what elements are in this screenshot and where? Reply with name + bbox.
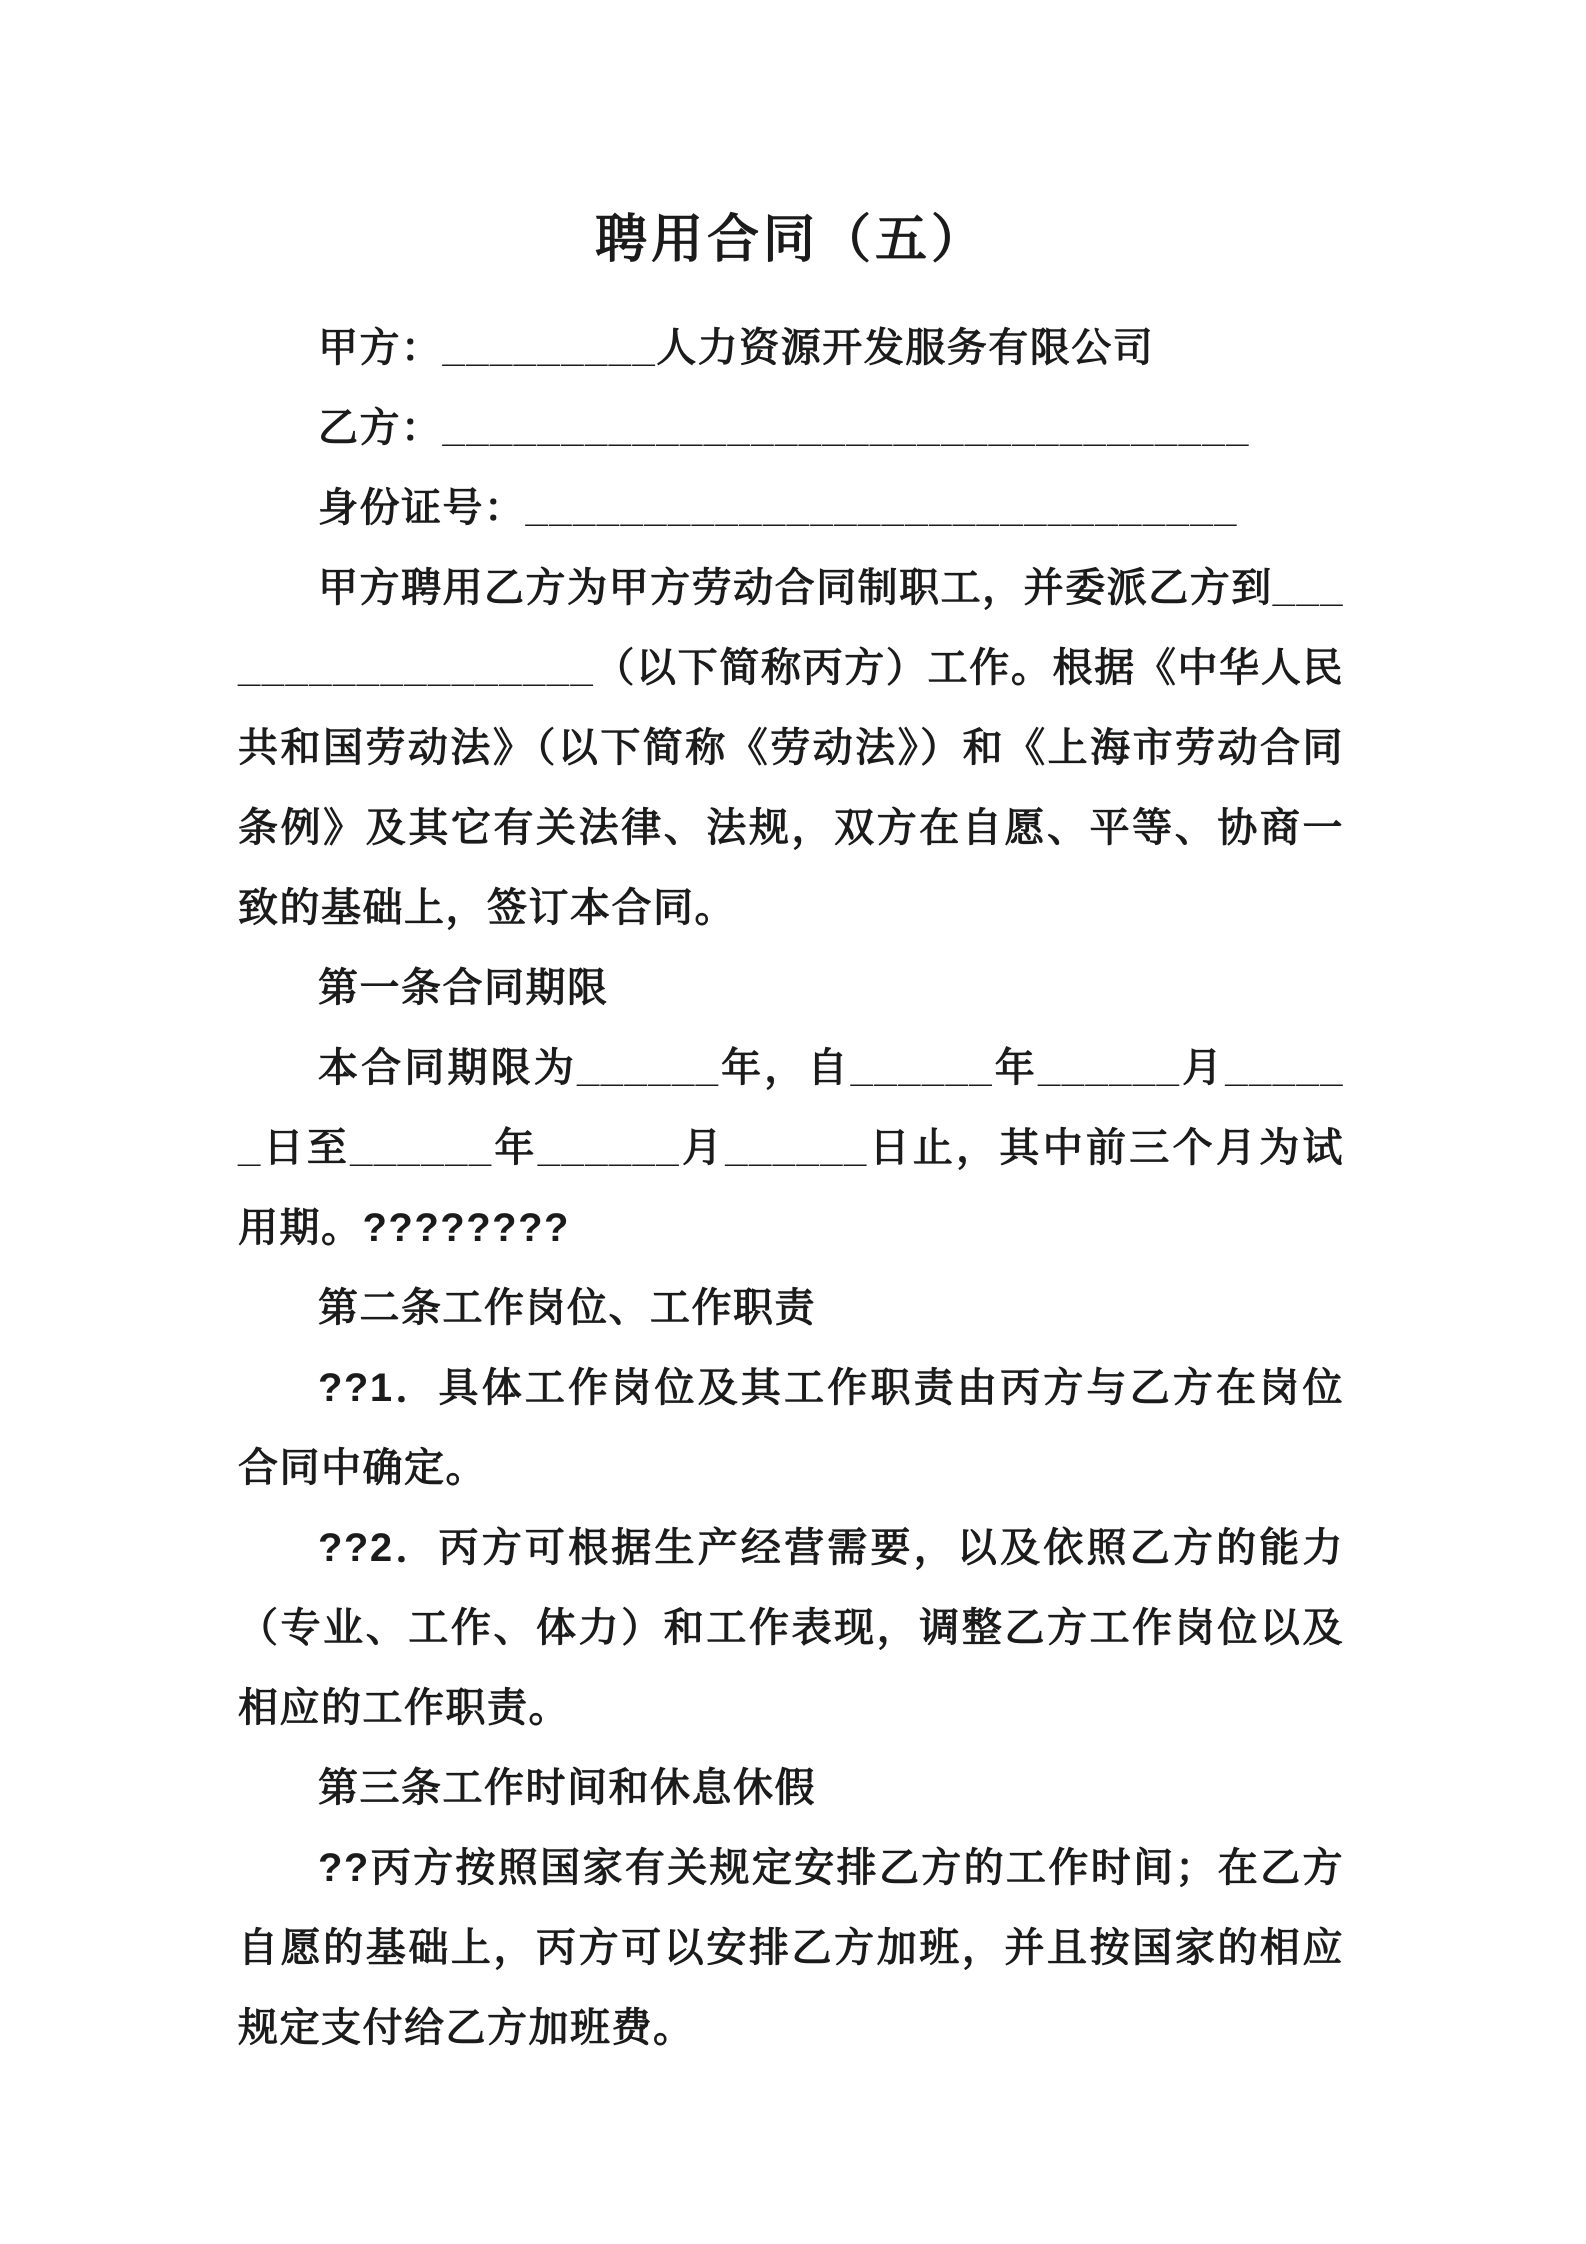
clause-2-item-2: ??2．丙方可根据生产经营需要，以及依照乙方的能力（专业、工作、体力）和工作表现，调整乙方工作岗位以及相应的工作职责。 bbox=[238, 1526, 1344, 1730]
preamble-paragraph: 甲方聘用乙方为甲方劳动合同制职工，并委派乙方到__________________（以下简称丙方）工作。根据《中华人民共和国劳动法》（以下简称《劳动法》）和《上海市劳动合同条例》及其它有关法律、法规，双方在自愿、平等、协商一致的基础上，签订本合同。 bbox=[238, 566, 1344, 930]
clause-1-heading: 第一条合同期限 bbox=[318, 966, 609, 1010]
clause-2-heading: 第二条工作岗位、工作职责 bbox=[318, 1286, 816, 1330]
id-number-line: 身份证号：______________________________ bbox=[318, 486, 1238, 530]
clause-2-item-1: ??1．具体工作岗位及其工作职责由丙方与乙方在岗位合同中确定。 bbox=[238, 1366, 1344, 1490]
party-b-line: 乙方：__________________________________ bbox=[318, 406, 1250, 450]
party-a-line: 甲方：_________人力资源开发服务有限公司 bbox=[318, 326, 1155, 370]
clause-3-paragraph: ??丙方按照国家有关规定安排乙方的工作时间；在乙方自愿的基础上，丙方可以安排乙方加班，并且按国家的相应规定支付给乙方加班费。 bbox=[238, 1846, 1344, 2050]
clause-1-term-paragraph: 本合同期限为______年，自______年______月______日至______年______月______日止，其中前三个月为试用期。???????? bbox=[238, 1046, 1344, 1250]
contract-title: 聘用合同（五） bbox=[594, 211, 987, 269]
clause-3-heading: 第三条工作时间和休息休假 bbox=[318, 1766, 816, 1810]
